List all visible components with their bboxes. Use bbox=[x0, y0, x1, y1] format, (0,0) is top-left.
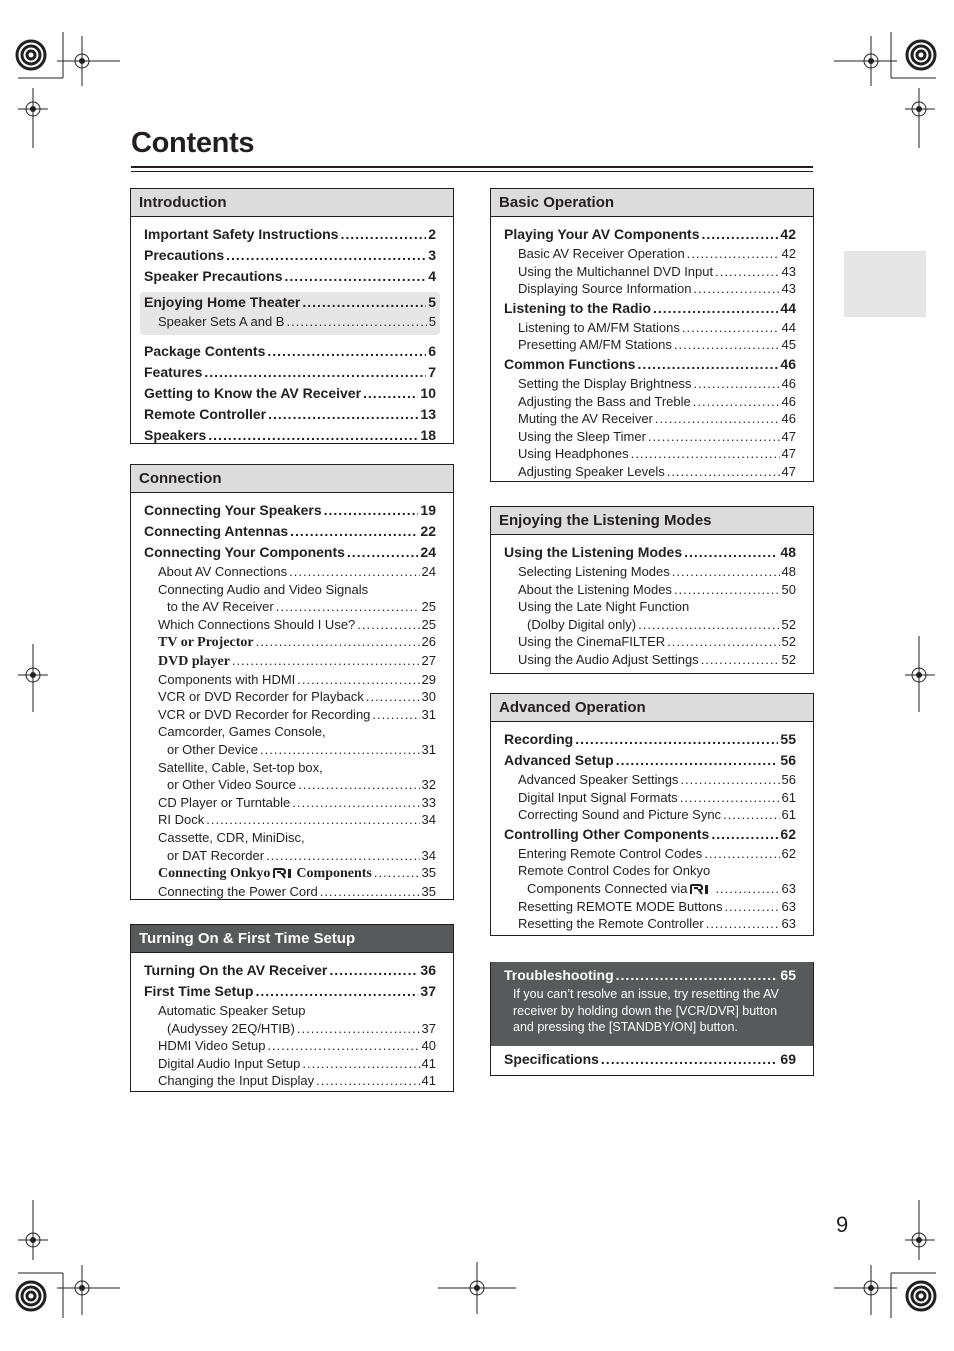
title-rule bbox=[131, 166, 813, 168]
toc-subentry[interactable]: Using the CinemaFILTER ..... 52 bbox=[504, 633, 796, 651]
toc-subentry[interactable]: Displaying Source Information ..... 43 bbox=[504, 280, 796, 298]
toc-subentry[interactable]: Using the Sleep Timer ..... 47 bbox=[504, 428, 796, 446]
toc-entry[interactable]: Connecting Your Components ..... 24 bbox=[144, 542, 436, 563]
side-tab bbox=[844, 251, 926, 317]
toc-entry[interactable]: Connecting Antennas ..... 22 bbox=[144, 521, 436, 542]
toc-entry[interactable]: Speaker Precautions ..... 4 bbox=[144, 266, 436, 287]
toc-entry[interactable]: Precautions ..... 3 bbox=[144, 245, 436, 266]
toc-subentry[interactable]: Presetting AM/FM Stations ..... 45 bbox=[504, 336, 796, 354]
troubleshooting-note: receiver by holding down the [VCR/DVR] button bbox=[513, 1003, 778, 1018]
page-number: 9 bbox=[836, 1212, 849, 1237]
toc-subentry[interactable]: Digital Audio Input Setup ..... 41 bbox=[144, 1055, 436, 1073]
toc-subentry[interactable]: Setting the Display Brightness ..... 46 bbox=[504, 375, 796, 393]
section-heading: Enjoying the Listening Modes bbox=[491, 507, 813, 535]
toc-subentry[interactable]: About the Listening Modes ..... 50 bbox=[504, 581, 796, 599]
toc-subentry[interactable]: Connecting the Power Cord ..... 35 bbox=[144, 883, 436, 901]
section-heading: Basic Operation bbox=[491, 189, 813, 217]
basic-operation-section bbox=[490, 188, 814, 482]
introduction-section bbox=[130, 188, 454, 444]
toc-subentry[interactable]: Basic AV Receiver Operation ..... 42 bbox=[504, 245, 796, 263]
toc-subentry-line: Camcorder, Games Console, bbox=[158, 724, 326, 740]
toc-subentry[interactable]: to the AV Receiver ..... 25 bbox=[144, 598, 436, 616]
toc-subentry[interactable]: TV or Projector ..... 26 bbox=[144, 633, 436, 652]
toc-entry[interactable]: Recording ..... 55 bbox=[504, 729, 796, 750]
toc-subentry[interactable]: RI Dock ..... 34 bbox=[144, 811, 436, 829]
toc-subentry[interactable]: DVD player ..... 27 bbox=[144, 652, 436, 671]
toc-entry[interactable]: Playing Your AV Components ..... 42 bbox=[504, 224, 796, 245]
toc-subentry[interactable]: (Dolby Digital only) ..... 52 bbox=[504, 616, 796, 634]
troubleshooting-panel bbox=[491, 962, 813, 1046]
toc-subentry[interactable]: Resetting REMOTE MODE Buttons ..... 63 bbox=[504, 898, 796, 916]
advanced-operation-section bbox=[490, 693, 814, 936]
section-heading: Turning On & First Time Setup bbox=[131, 925, 453, 953]
toc-subentry[interactable]: Adjusting the Bass and Treble ..... 46 bbox=[504, 393, 796, 411]
toc-subentry[interactable]: Entering Remote Control Codes ..... 62 bbox=[504, 845, 796, 863]
toc-entry[interactable]: Speakers ..... 18 bbox=[144, 425, 436, 446]
toc-subentry[interactable]: Changing the Input Display ..... 41 bbox=[144, 1072, 436, 1090]
toc-subentry[interactable]: Listening to AM/FM Stations ..... 44 bbox=[504, 319, 796, 337]
toc-subentry[interactable]: Digital Input Signal Formats ..... 61 bbox=[504, 789, 796, 807]
turning-on-section bbox=[130, 924, 454, 1092]
toc-subentry[interactable]: Advanced Speaker Settings ..... 56 bbox=[504, 771, 796, 789]
toc-subentry[interactable]: or Other Video Source ..... 32 bbox=[144, 776, 436, 794]
toc-entry[interactable]: Common Functions ..... 46 bbox=[504, 354, 796, 375]
toc-subentry-line: Remote Control Codes for Onkyo bbox=[518, 863, 711, 879]
toc-subentry-line: Automatic Speaker Setup bbox=[158, 1003, 306, 1018]
toc-subentry[interactable]: Connecting Onkyo Components ..... 35 bbox=[144, 864, 436, 883]
troubleshooting-section bbox=[490, 962, 814, 1076]
page-title: Contents bbox=[131, 127, 255, 159]
toc-subentry[interactable]: Components with HDMI ..... 29 bbox=[144, 671, 436, 689]
toc-entry[interactable]: Troubleshooting ..... 65 bbox=[504, 965, 796, 986]
toc-subentry[interactable]: HDMI Video Setup ..... 40 bbox=[144, 1037, 436, 1055]
toc-subentry-line: Cassette, CDR, MiniDisc, bbox=[158, 829, 305, 845]
toc-subentry[interactable]: Which Connections Should I Use? ..... 25 bbox=[144, 616, 436, 634]
troubleshooting-note: and pressing the [STANDBY/ON] button. bbox=[513, 1020, 738, 1034]
toc-subentry[interactable]: Adjusting Speaker Levels ..... 47 bbox=[504, 463, 796, 481]
section-heading: Advanced Operation bbox=[491, 694, 813, 722]
toc-subentry[interactable]: Using Headphones ..... 47 bbox=[504, 445, 796, 463]
toc-subentry[interactable]: Speaker Sets A and B ..... 5 bbox=[144, 313, 436, 331]
toc-subentry-line: Using the Late Night Function bbox=[518, 599, 690, 615]
toc-entry[interactable]: Getting to Know the AV Receiver ..... 10 bbox=[144, 383, 436, 404]
toc-subentry[interactable]: About AV Connections ..... 24 bbox=[144, 563, 436, 581]
ri-logo-icon bbox=[690, 884, 710, 895]
toc-entry[interactable]: Listening to the Radio ..... 44 bbox=[504, 298, 796, 319]
toc-entry[interactable]: Advanced Setup ..... 56 bbox=[504, 750, 796, 771]
toc-subentry[interactable]: Using the Multichannel DVD Input ..... 43 bbox=[504, 263, 796, 281]
toc-entry[interactable]: Remote Controller ..... 13 bbox=[144, 404, 436, 425]
toc-entry[interactable]: Connecting Your Speakers ..... 19 bbox=[144, 500, 436, 521]
highlighted-entry bbox=[140, 292, 440, 335]
toc-entry[interactable]: Turning On the AV Receiver ..... 36 bbox=[144, 960, 436, 981]
toc-subentry[interactable]: VCR or DVD Recorder for Recording ..... 31 bbox=[144, 706, 436, 724]
toc-entry[interactable]: First Time Setup ..... 37 bbox=[144, 981, 436, 1002]
toc-subentry[interactable]: Selecting Listening Modes ..... 48 bbox=[504, 563, 796, 581]
toc-subentry[interactable]: (Audyssey 2EQ/HTIB) ..... 37 bbox=[144, 1020, 436, 1038]
toc-entry[interactable]: Features ..... 7 bbox=[144, 362, 436, 383]
toc-subentry-line: Satellite, Cable, Set-top box, bbox=[158, 759, 323, 775]
toc-subentry[interactable]: Components Connected via ..... 63 bbox=[504, 880, 796, 898]
toc-subentry[interactable]: Muting the AV Receiver ..... 46 bbox=[504, 410, 796, 428]
section-heading: Connection bbox=[131, 465, 453, 493]
toc-subentry[interactable]: Using the Audio Adjust Settings ..... 52 bbox=[504, 651, 796, 669]
connection-section bbox=[130, 464, 454, 900]
toc-subentry[interactable]: or Other Device ..... 31 bbox=[144, 741, 436, 759]
toc-entry[interactable]: Controlling Other Components ..... 62 bbox=[504, 824, 796, 845]
toc-subentry[interactable]: VCR or DVD Recorder for Playback ..... 30 bbox=[144, 688, 436, 706]
toc-entry[interactable]: Important Safety Instructions ..... 2 bbox=[144, 224, 436, 245]
troubleshooting-note: If you can’t resolve an issue, try resetting the AV bbox=[513, 987, 779, 1001]
title-rule-thin bbox=[131, 171, 813, 172]
toc-subentry[interactable]: CD Player or Turntable ..... 33 bbox=[144, 794, 436, 812]
section-heading: Introduction bbox=[131, 189, 453, 217]
toc-entry[interactable]: Package Contents ..... 6 bbox=[144, 341, 436, 362]
toc-subentry[interactable]: or DAT Recorder ..... 34 bbox=[144, 847, 436, 865]
ri-logo-icon bbox=[273, 868, 293, 879]
toc-entry[interactable]: Specifications ..... 69 bbox=[504, 1049, 796, 1070]
listening-modes-section bbox=[490, 506, 814, 674]
toc-subentry-line: Connecting Audio and Video Signals bbox=[158, 581, 369, 597]
toc-entry[interactable]: Using the Listening Modes ..... 48 bbox=[504, 542, 796, 563]
toc-subentry[interactable]: Correcting Sound and Picture Sync ..... 61 bbox=[504, 806, 796, 824]
toc-entry[interactable]: Enjoying Home Theater ..... 5 bbox=[144, 292, 436, 313]
toc-subentry[interactable]: Resetting the Remote Controller ..... 63 bbox=[504, 915, 796, 933]
